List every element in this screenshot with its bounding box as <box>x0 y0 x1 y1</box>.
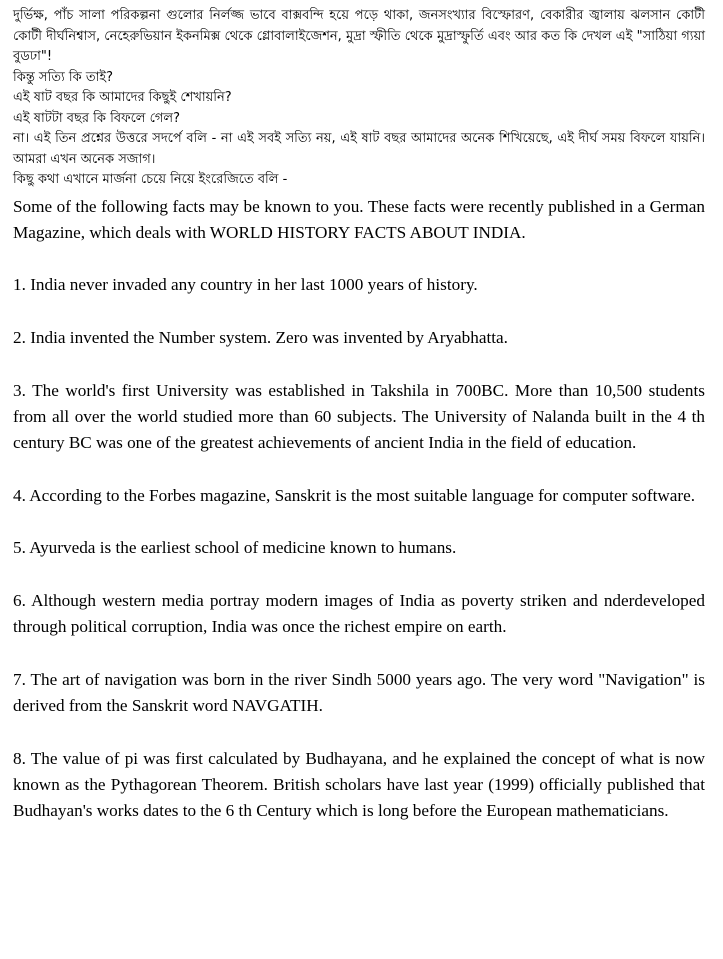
bengali-question-2: এই ষাট বছর কি আমাদের কিছুই শেখায়নি? <box>13 90 232 105</box>
fact-item: 5. Ayurveda is the earliest school of medicine known to humans. <box>13 538 457 558</box>
bengali-paragraph: দুর্ভিক্ষ, পাঁচ সালা পরিকল্পনা গুলোর নির্লজ্জ ভাবে বাক্সবন্দি হয়ে পড়ে থাকা, জনসংখ্যার বিস্ফোরণ, বেকারীর জ্বালায় ঝলসান কোটী কোটী দীর্ঘনিশ্বাস, নেহেরুভিয়ান ইকনমিক্স থেকে গ্লোবালাইজেশন, মুদ্রা স্ফীতি থেকে মুদ্রাস্ফুর্তি এবং আর কত কি দেখল এই "সাঠিয়া গ্যয়া বুডঢা"! <box>13 8 705 64</box>
intro-paragraph: Some of the following facts may be known to you. These facts were recently published in a German Magazine, which deals with WORLD HISTORY FACTS ABOUT INDIA. <box>13 196 705 242</box>
fact-item: 8. The value of pi was first calculated by Budhayana, and he explained the concept of what is now known as the Pythagorean Theorem. British scholars have last year (1999) officially published that Budhayan's works dates to the 6 th Century which is long before the European mathematicians. <box>13 748 705 821</box>
fact-item: 4. According to the Forbes magazine, Sanskrit is the most suitable language for computer software. <box>13 485 696 505</box>
bengali-answer: না। এই তিন প্রশ্নের উত্তরে সদর্পে বলি - না এই সবই সত্যি নয়, এই ষাট বছর আমাদের অনেক শিখিয়েছে, এই দীর্ঘ সময় বিফলে যায়নি। আমরা এখন অনেক সজাগ। <box>13 131 705 167</box>
fact-item: 6. Although western media portray modern images of India as poverty striken and nderdeveloped through political corruption, India was once the richest empire on earth. <box>13 590 705 637</box>
fact-item: 7. The art of navigation was born in the river Sindh 5000 years ago. The very word "Navigation" is derived from the Sanskrit word NAVGATIH. <box>13 669 705 716</box>
fact-item: 3. The world's first University was established in Takshila in 700BC. More than 10,500 students from all over the world studied more than 60 subjects. The University of Nalanda built in the 4 th century BC was one of the greatest achievements of ancient India in the field of education. <box>13 380 705 453</box>
bengali-question-1: কিন্তু সত্যি কি তাই? <box>13 69 114 85</box>
fact-item: 1. India never invaded any country in her last 1000 years of history. <box>13 275 478 295</box>
bengali-question-3: এই ষাটটা বছর কি বিফলে গেল? <box>13 110 181 126</box>
fact-item: 2. India invented the Number system. Zero was invented by Aryabhatta. <box>13 327 508 347</box>
bengali-lead-in: কিছু কথা এখানে মার্জনা চেয়ে নিয়ে ইংরেজিতে বলি - <box>13 172 288 187</box>
document-page <box>13 6 705 825</box>
